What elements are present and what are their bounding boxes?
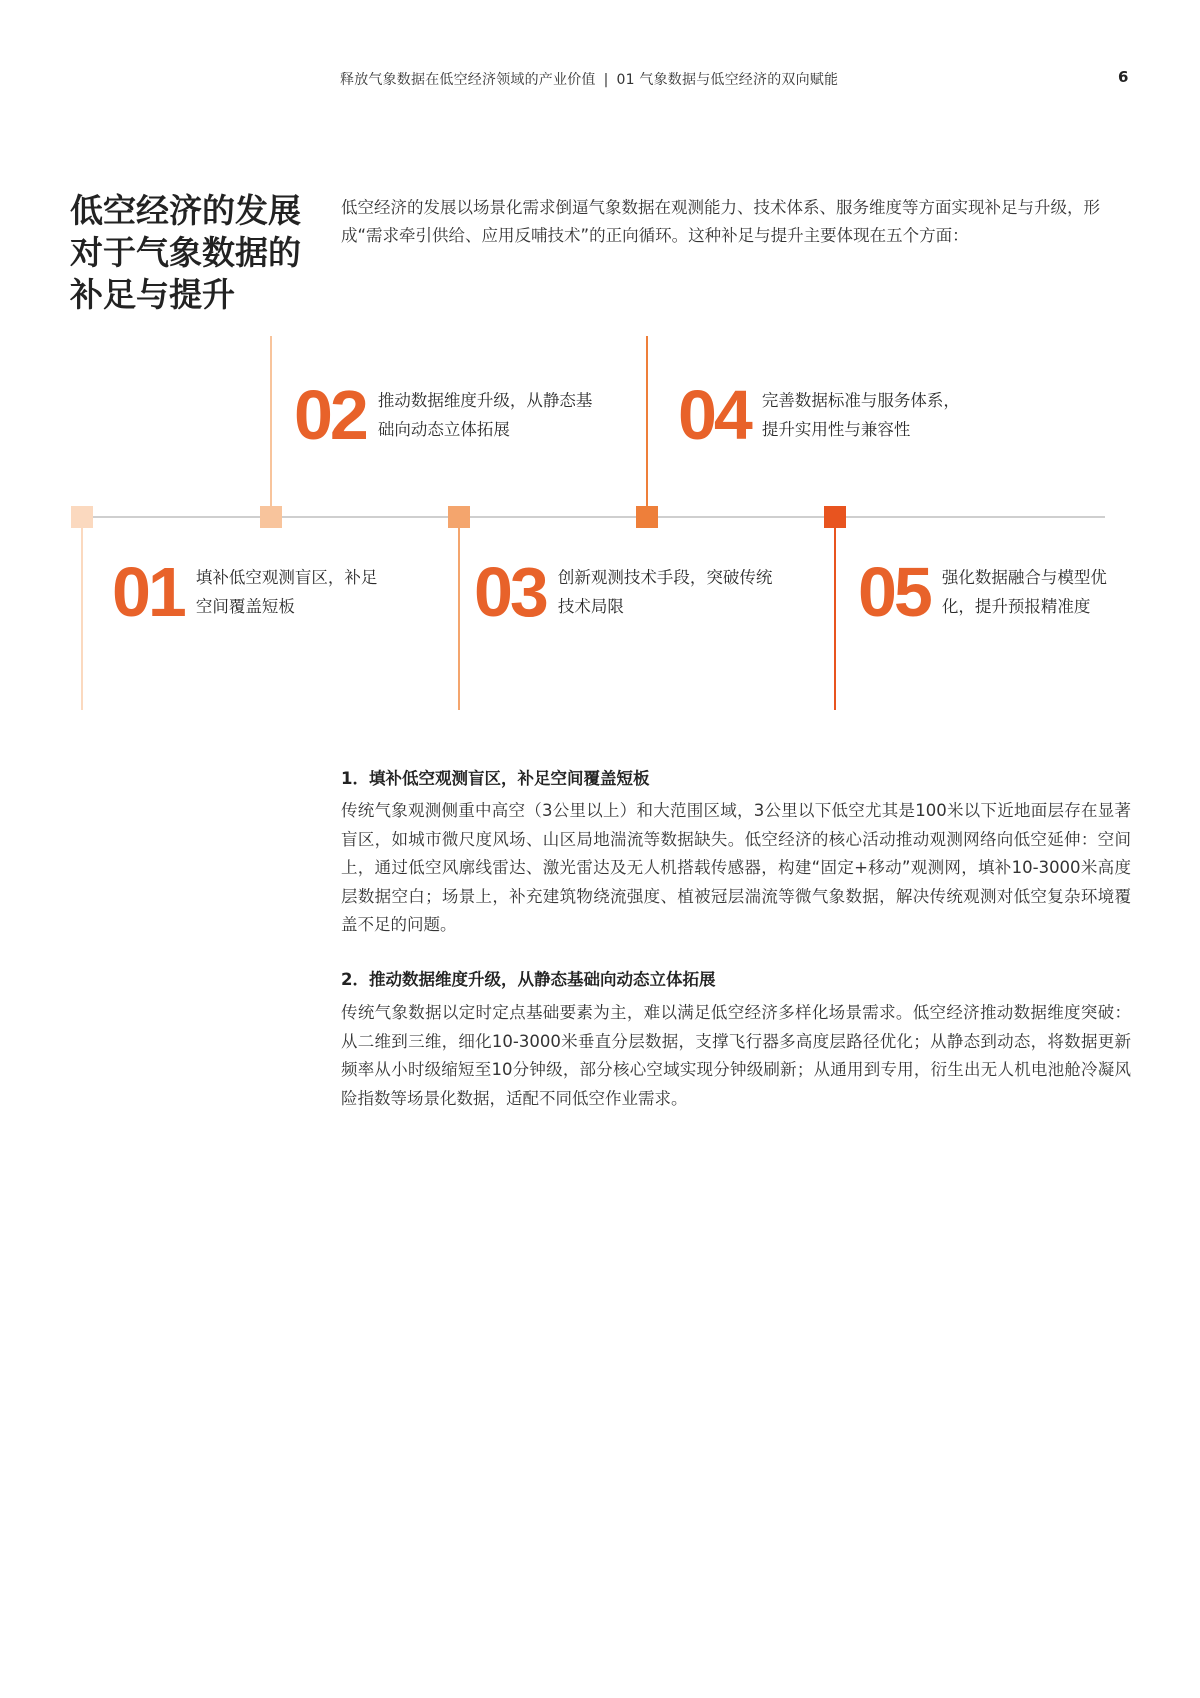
timeline-marker [71,506,93,528]
item-text [558,563,773,621]
item-text-line: 完善数据标准与服务体系， [761,391,960,410]
timeline-item-04 [678,376,960,454]
timeline-item-02 [294,376,593,454]
timeline-marker [636,506,658,528]
detail-heading-1: 1．填补低空观测盲区，补足空间覆盖短板 [341,769,650,788]
timeline-marker [260,506,282,528]
detail-paragraph-2: 传统气象数据以定时定点基础要素为主，难以满足低空经济多样化场景需求。低空经济推动数据维度突破：从二维到三维，细化10-3000米垂直分层数据，支撑飞行器多高度层路径优化；从静态到动态，将数据更新频率从小时级缩短至10分钟级，部分核心空域实现分钟级刷新；从通用到专用，衍生出无人机电池舱冷凝风险指数等场景化数据，适配不同低空作业需求。 [341,1003,1131,1108]
item-number: 03 [474,553,546,631]
item-text-line: 强化数据融合与模型优 [941,568,1107,587]
intro-paragraph: 低空经济的发展以场景化需求倒逼气象数据在观测能力、技术体系、服务维度等方面实现补足与升级，形成“需求牵引供给、应用反哺技术”的正向循环。这种补足与提升主要体现在五个方面： [341,198,1100,245]
timeline-connector [270,336,272,506]
detail-paragraph-1: 传统气象观测侧重中高空（3公里以上）和大范围区域，3公里以下低空尤其是100米以下近地面层存在显著盲区，如城市微尺度风场、山区局地湍流等数据缺失。低空经济的核心活动推动观测网络向低空延伸：空间上，通过低空风廓线雷达、激光雷达及无人机搭载传感器，构建“固定+移动”观测网，填补10-3000米高度层数据空白；场景上，补充建筑物绕流强度、植被冠层湍流等微气象数据，解决传统观测对低空复杂环境覆盖不足的问题。 [341,801,1131,934]
timeline-connector [458,528,460,710]
item-text-line: 填补低空观测盲区，补足 [195,568,378,587]
timeline-connector [646,336,648,506]
timeline-connector [834,528,836,710]
timeline-connector [81,528,83,710]
item-text [942,563,1107,621]
timeline-axis [80,516,1105,518]
item-number: 04 [678,376,750,454]
item-number: 05 [858,553,930,631]
section-title-line: 低空经济的发展 [70,191,301,230]
item-text-line: 创新观测技术手段，突破传统 [557,568,773,587]
section-title-line: 对于气象数据的 [70,233,301,272]
chapter-title: 01 气象数据与低空经济的双向赋能 [616,72,839,88]
timeline-marker [448,506,470,528]
item-text-line: 技术局限 [557,597,624,616]
section-title-line: 补足与提升 [70,275,235,314]
item-text [762,386,960,444]
item-number: 01 [112,553,184,631]
timeline [0,0,1200,720]
item-text-line: 空间覆盖短板 [195,597,295,616]
timeline-item-05 [858,553,1107,631]
page-number: 6 [1118,68,1129,86]
timeline-item-03 [474,553,773,631]
item-text [378,386,593,444]
item-text-line: 化，提升预报精准度 [941,597,1091,616]
detail-heading-2: 2．推动数据维度升级，从静态基础向动态立体拓展 [341,970,716,989]
timeline-marker [824,506,846,528]
item-text-line: 提升实用性与兼容性 [761,420,911,439]
header-separator: | [603,72,609,88]
item-number: 02 [294,376,366,454]
report-title: 释放气象数据在低空经济领域的产业价值 [340,72,596,88]
timeline-item-01 [112,553,378,631]
item-text-line: 推动数据维度升级，从静态基 [377,391,593,410]
item-text [196,563,378,621]
item-text-line: 础向动态立体拓展 [377,420,510,439]
